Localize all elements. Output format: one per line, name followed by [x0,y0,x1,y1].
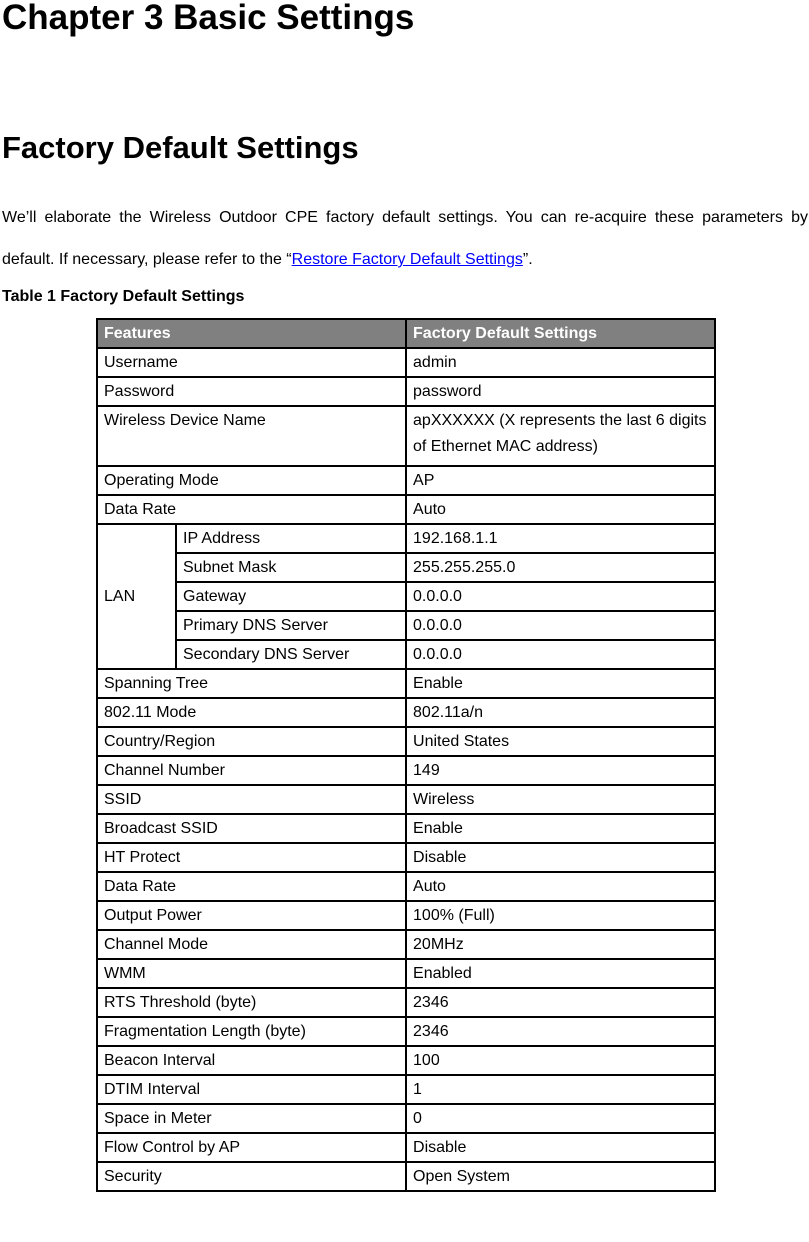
table-row [97,640,715,669]
feature-cell: Data Rate [97,872,406,901]
feature-cell: Country/Region [97,727,406,756]
feature-cell: SSID [97,785,406,814]
restore-defaults-link[interactable]: Restore Factory Default Settings [291,251,523,268]
table-body [97,348,715,1191]
feature-cell: Data Rate [97,495,406,524]
feature-cell: DTIM Interval [97,1075,406,1104]
table-row [97,756,715,785]
value-cell: Open System [406,1162,715,1191]
table-caption: Table 1 Factory Default Settings [2,288,245,305]
table-row [97,1046,715,1075]
feature-cell: Spanning Tree [97,669,406,698]
table-row [97,669,715,698]
feature-cell: Beacon Interval [97,1046,406,1075]
table-row [97,872,715,901]
lan-feature-cell: Secondary DNS Server [176,640,406,669]
table-row [97,1017,715,1046]
table-row [97,1162,715,1191]
table-row [97,495,715,524]
table-row [97,348,715,377]
intro-text-end: ”. [522,251,533,268]
table-row [97,698,715,727]
table-row [97,930,715,959]
table-row [97,553,715,582]
feature-cell: Flow Control by AP [97,1133,406,1162]
value-cell: Disable [406,843,715,872]
value-cell: Disable [406,1133,715,1162]
table-row [97,727,715,756]
table-row [97,785,715,814]
lan-value-cell: 0.0.0.0 [406,582,715,611]
table-row [97,988,715,1017]
value-cell: AP [406,466,715,495]
lan-group-label: LAN [97,524,176,669]
header-features: Features [97,319,406,348]
table-row [97,814,715,843]
value-cell: Auto [406,495,715,524]
chapter-title: Chapter 3 Basic Settings [2,0,415,37]
table-row [97,524,715,553]
value-cell: Enable [406,814,715,843]
lan-feature-cell: Subnet Mask [176,553,406,582]
table-row [97,843,715,872]
table-row [97,901,715,930]
factory-defaults-table [96,318,716,1192]
lan-value-cell: 255.255.255.0 [406,553,715,582]
lan-feature-cell: Gateway [176,582,406,611]
value-cell: Auto [406,872,715,901]
value-cell: 0 [406,1104,715,1133]
lan-value-cell: 0.0.0.0 [406,611,715,640]
lan-feature-cell: IP Address [176,524,406,553]
feature-cell: Output Power [97,901,406,930]
feature-cell: Channel Number [97,756,406,785]
feature-cell: Username [97,348,406,377]
table-row [97,406,715,466]
value-cell: United States [406,727,715,756]
lan-value-cell: 0.0.0.0 [406,640,715,669]
feature-cell: Operating Mode [97,466,406,495]
value-cell: apXXXXXX (X represents the last 6 digits of Ethernet MAC address) [406,406,715,466]
value-cell: 802.11a/n [406,698,715,727]
header-default-settings: Factory Default Settings [406,319,715,348]
table-row [97,466,715,495]
feature-cell: Fragmentation Length (byte) [97,1017,406,1046]
value-cell: admin [406,348,715,377]
feature-cell: Password [97,377,406,406]
value-cell: 100% (Full) [406,901,715,930]
lan-value-cell: 192.168.1.1 [406,524,715,553]
value-cell: Enabled [406,959,715,988]
value-cell: Enable [406,669,715,698]
value-cell: 100 [406,1046,715,1075]
value-cell: 149 [406,756,715,785]
feature-cell: Wireless Device Name [97,406,406,466]
feature-cell: Channel Mode [97,930,406,959]
feature-cell: HT Protect [97,843,406,872]
intro-text: We’ll elaborate the Wireless Outdoor CPE factory default settings. You can re-acquire these parameters by default. If necessary, please refer to the “ [2,209,808,268]
table-row [97,1133,715,1162]
lan-feature-cell: Primary DNS Server [176,611,406,640]
section-title: Factory Default Settings [2,130,359,165]
value-cell: 2346 [406,988,715,1017]
table-row [97,582,715,611]
value-cell: password [406,377,715,406]
table-row [97,377,715,406]
feature-cell: Security [97,1162,406,1191]
table-row [97,959,715,988]
table-row [97,1104,715,1133]
value-cell: Wireless [406,785,715,814]
table-row [97,611,715,640]
feature-cell: 802.11 Mode [97,698,406,727]
value-cell: 20MHz [406,930,715,959]
table-header-row [97,319,715,348]
value-cell: 1 [406,1075,715,1104]
value-cell: 2346 [406,1017,715,1046]
intro-paragraph [2,197,808,281]
feature-cell: Broadcast SSID [97,814,406,843]
feature-cell: Space in Meter [97,1104,406,1133]
feature-cell: RTS Threshold (byte) [97,988,406,1017]
feature-cell: WMM [97,959,406,988]
table-row [97,1075,715,1104]
